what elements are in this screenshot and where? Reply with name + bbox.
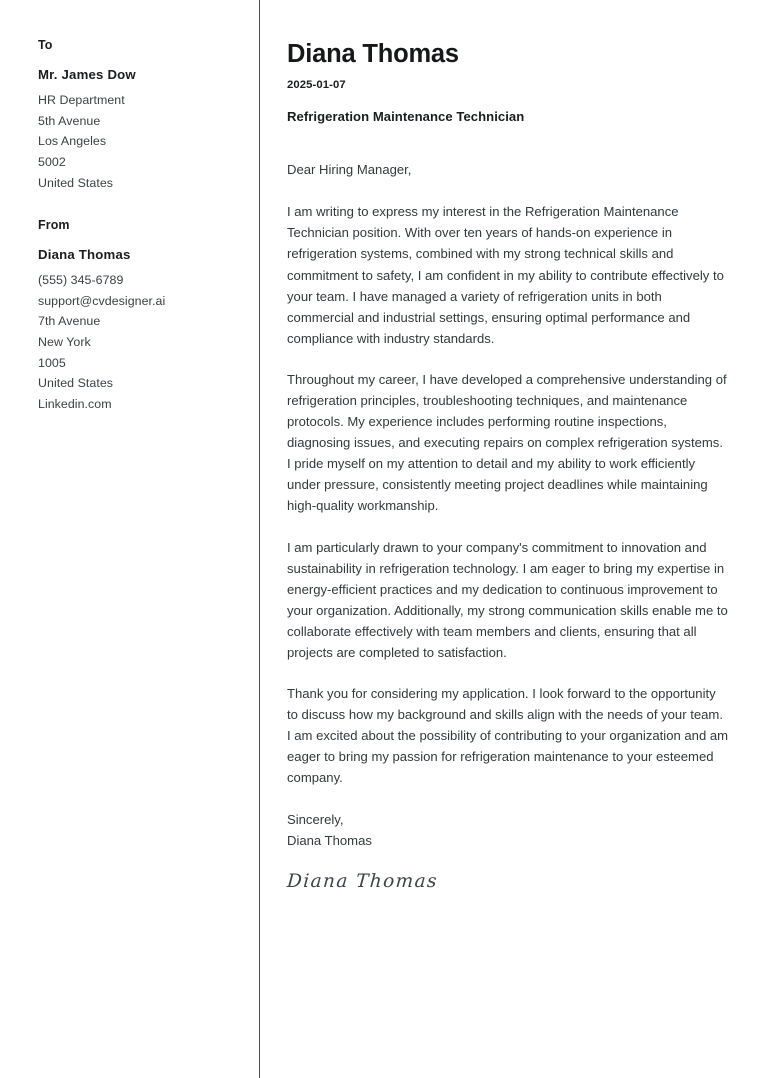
closing-word: Sincerely, xyxy=(287,811,344,827)
column-divider xyxy=(259,0,260,1078)
sender-phone: (555) 345-6789 xyxy=(38,273,124,288)
salutation: Dear Hiring Manager, xyxy=(287,162,412,178)
recipient-name: Mr. James Dow xyxy=(38,67,136,82)
sender-email: support@cvdesigner.ai xyxy=(38,293,166,308)
sender-website: Linkedin.com xyxy=(38,396,112,411)
sender-line: New York xyxy=(38,335,91,350)
sender-label: From xyxy=(38,218,70,233)
recipient-label: To xyxy=(38,38,53,52)
signature: Diana Thomas xyxy=(286,870,439,892)
letter-date: 2025-01-07 xyxy=(287,79,346,92)
sender-name: Diana Thomas xyxy=(38,247,131,263)
letter-paragraph: I am particularly drawn to your company's commitment to innovation and sustainability in refrigeration technology. I am eager to bring my expertise in energy-efficient practices and my dedication to continuous improvement to your organization. Additionally, my strong communication skills enable me to collaborate effectively with team members and clients, ensuring that all projects are completed to satisfaction. xyxy=(287,539,728,660)
sender-line: 1005 xyxy=(38,355,66,370)
recipient-line: Los Angeles xyxy=(38,134,107,149)
closing-name: Diana Thomas xyxy=(287,832,372,848)
sender-line: 7th Avenue xyxy=(38,314,101,329)
letter-body xyxy=(287,40,729,893)
recipient-line: 5th Avenue xyxy=(38,113,101,128)
letter-paragraph: I am writing to express my interest in the Refrigeration Maintenance Technician position. With over ten years of hands-on experience in refrigeration systems, combined with my strong technical skills and commitment to safety, I am confident in my ability to contribute effectively to your team. I have managed a variety of refrigeration units in both commercial and industrial settings, ensuring optimal performance and compliance with industry standards. xyxy=(287,204,724,346)
sender-line: United States xyxy=(38,376,114,391)
closing-block xyxy=(287,809,729,851)
letter-paragraph: Throughout my career, I have developed a comprehensive understanding of refrigeration principles, troubleshooting techniques, and maintenance protocols. My experience includes performing routine inspections, diagnosing issues, and executing repairs on complex refrigeration systems. I pride myself on my attention to detail and my ability to work efficiently under pressure, consistently meeting project deadlines while maintaining high-quality workmanship. xyxy=(287,371,727,514)
sender-block xyxy=(38,218,238,414)
recipient-line: United States xyxy=(38,175,114,190)
page-title: Diana Thomas xyxy=(287,40,459,68)
recipient-block xyxy=(38,38,238,193)
recipient-line: 5002 xyxy=(38,154,66,169)
job-title: Refrigeration Maintenance Technician xyxy=(287,108,525,124)
sidebar xyxy=(38,38,238,414)
recipient-line: HR Department xyxy=(38,93,125,108)
letter-paragraph: Thank you for considering my application. I look forward to the opportunity to discuss how my background and skills align with the needs of your team. I am excited about the possibility of contributing to your organization and am eager to bring my passion for refrigeration maintenance to your esteemed company. xyxy=(287,686,729,786)
